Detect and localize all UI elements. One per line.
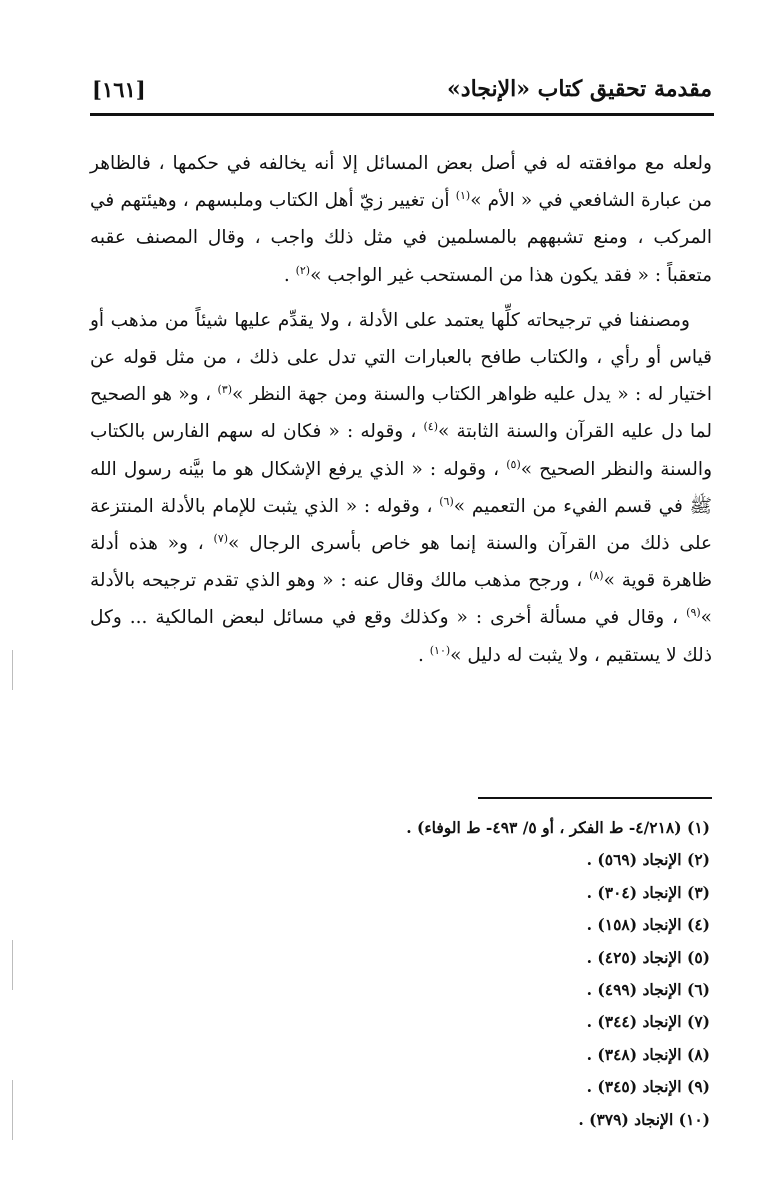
p2-text-7: ، ورجح مذهب مالك وقال عنه : « وهو الذي تقدم ترجيحه بالأدلة »	[90, 570, 712, 629]
footnote-ref-2: (٢)	[295, 263, 311, 277]
footnote-ref-6: (٦)	[439, 494, 454, 508]
p2-text-6: ، و« هذه أدلة ظاهرة قوية »	[90, 533, 712, 592]
footnote-3: (٣) الإنجاد (٣٠٤) .	[586, 882, 710, 902]
scan-edge-marks	[8, 650, 20, 1150]
footnote-ref-1: (١)	[455, 189, 471, 203]
header-rule	[90, 113, 714, 116]
footnote-separator	[478, 797, 712, 799]
footnotes-list	[90, 812, 710, 1136]
footnote-1: (١) (٤/٢١٨- ط الفكر ، أو ٥/ ٤٩٣- ط الوفاء) .	[406, 818, 710, 837]
paragraph-1	[90, 145, 712, 294]
footnote-ref-4: (٤)	[423, 420, 439, 434]
scan-mark	[12, 650, 13, 690]
p2-text-9: .	[417, 644, 430, 666]
footnote-ref-5: (٥)	[506, 457, 521, 471]
footnote-ref-9: (٩)	[686, 606, 701, 620]
footnote-4: (٤) الإنجاد (١٥٨) .	[586, 915, 710, 935]
footnote-2: (٢) الإنجاد (٥٦٩) .	[586, 850, 710, 870]
p2-text-4: ، وقوله : « الذي يرفع الإشكال هو ما بيَّنه رسول الله ﷺ في قسم الفيء من التعميم »	[90, 458, 712, 517]
footnote-5: (٥) الإنجاد (٤٢٥) .	[586, 947, 710, 967]
main-text	[90, 145, 712, 674]
running-header	[92, 70, 712, 108]
p1-text-3: .	[283, 264, 296, 286]
p1-text-2: أن تغيير زيّ أهل الكتاب وملبسهم ، وهيئتهم في المركب ، ومنع تشبههم بالمسلمين في مثل ذلك واجب ، وقال المصنف عقبه متعقباً : « فقد يكون هذا من المستحب غير الواجب »	[90, 190, 712, 286]
footnote-9: (٩) الإنجاد (٣٤٥) .	[586, 1077, 710, 1097]
footnote-ref-8: (٨)	[589, 569, 604, 583]
footnote-6: (٦) الإنجاد (٤٩٩) .	[586, 979, 710, 999]
scan-mark	[12, 940, 13, 990]
footnote-ref-7: (٧)	[213, 531, 229, 545]
p1-text-1: ولعله مع موافقته له في أصل بعض المسائل إلا أنه يخالفه في حكمها ، فالظاهر من عبارة الشافعي في « الأم »	[90, 153, 713, 212]
page-number: [١٦١]	[92, 76, 146, 102]
footnote-10: (١٠) الإنجاد (٣٧٩) .	[578, 1109, 710, 1129]
footnote-ref-3: (٣)	[217, 383, 233, 397]
header-title: مقدمة تحقيق كتاب «الإنجاد»	[447, 76, 712, 102]
footnote-7: (٧) الإنجاد (٣٤٤) .	[586, 1012, 710, 1032]
p2-text-2: ، و« هو الصحيح لما دل عليه القرآن والسنة الثابتة »	[90, 384, 712, 443]
paragraph-2	[90, 302, 712, 674]
footnote-ref-10: (١٠)	[429, 643, 451, 657]
p2-text-8: ، وقال في مسألة أخرى : « وكذلك وقع في مسائل لبعض المالكية ... وكل ذلك لا يستقيم ، ولا يثبت له دليل »	[90, 607, 712, 666]
footnote-8: (٨) الإنجاد (٣٤٨) .	[586, 1044, 710, 1064]
p2-text-5: ، وقوله : « الذي يثبت للإمام بالأدلة المنتزعة على ذلك من القرآن والسنة إنما هو خاص بأسرى الرجال »	[90, 495, 713, 555]
p2-text-3: ، وقوله : « فكان له سهم الفارس بالكتاب والسنة والنظر الصحيح »	[90, 421, 713, 480]
p2-text-1: ومصنفنا في ترجيحاته كلِّها يعتمد على الأدلة ، ولا يقدِّم عليها شيئاً من مذهب أو قياس أو رأي ، والكتاب طافح بالعبارات التي تدل على ذلك ، من مثل قوله عن اختيار له : « يدل عليه ظواهر الكتاب والسنة ومن جهة النظر »	[90, 309, 712, 406]
scan-mark	[12, 1080, 13, 1140]
